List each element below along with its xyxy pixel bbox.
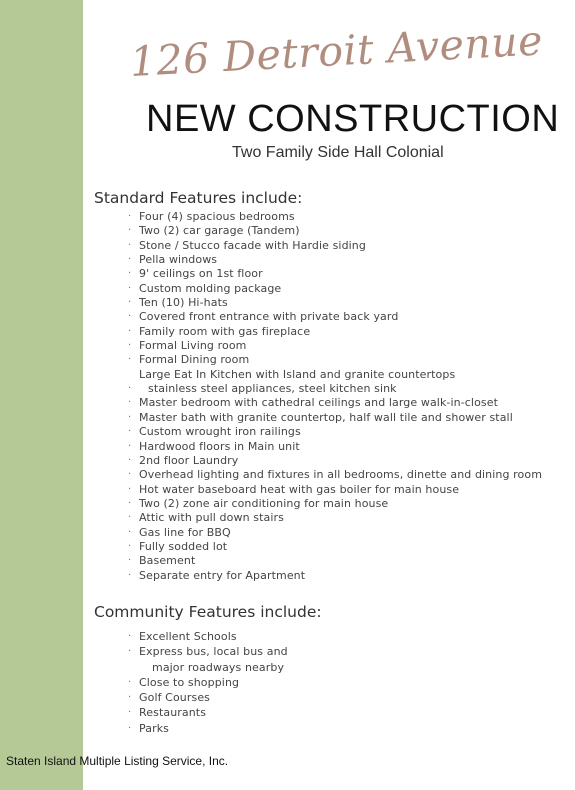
list-item: · Custom wrought iron railings — [128, 425, 301, 439]
list-item: · Close to shopping — [128, 675, 240, 689]
list-item: · Two (2) car garage (Tandem) — [128, 224, 300, 238]
bullet-icon: · — [128, 440, 132, 452]
bullet-icon: · — [128, 526, 132, 538]
list-item: · Express bus, local bus and — [128, 645, 288, 659]
bullet-icon: · — [128, 282, 132, 294]
bullet-icon: · — [128, 297, 132, 309]
bullet-icon: · — [128, 707, 132, 719]
list-item: major roadways nearby — [152, 660, 285, 674]
list-item: · Gas line for BBQ — [128, 525, 231, 539]
list-item: · Separate entry for Apartment — [128, 568, 306, 582]
script-title: 126 Detroit Avenue — [128, 16, 544, 86]
list-item: · Formal Dining room — [128, 353, 250, 367]
page-title: NEW CONSTRUCTION — [146, 98, 560, 140]
bullet-icon: · — [128, 469, 132, 481]
bullet-icon: · — [128, 411, 132, 423]
list-item: · Attic with pull down stairs — [128, 511, 284, 525]
standard-features-list — [126, 210, 542, 583]
bullet-icon: · — [128, 497, 132, 509]
bullet-icon: · — [128, 311, 132, 323]
list-item: · Overhead lighting and fixtures in all bedrooms, dinette and dining room — [128, 468, 543, 482]
bullet-icon: · — [128, 397, 132, 409]
list-item: · Custom molding package — [128, 281, 282, 295]
list-item: · Four (4) spacious bedrooms — [128, 210, 295, 223]
bullet-icon: · — [128, 569, 132, 581]
list-item: · Family room with gas fireplace — [128, 324, 311, 338]
list-item: · Master bath with granite countertop, half wall tile and shower stall — [128, 410, 513, 424]
bullet-icon: · — [128, 722, 132, 734]
bullet-icon: · — [128, 631, 132, 642]
bullet-icon: · — [128, 225, 132, 237]
footer-credit: Staten Island Multiple Listing Service, Inc. — [6, 754, 229, 768]
bullet-icon: · — [128, 254, 132, 266]
bullet-icon: · — [128, 483, 132, 495]
list-item: · Basement — [128, 554, 196, 568]
bullet-icon: · — [128, 239, 132, 251]
list-item: · Formal Living room — [128, 339, 247, 353]
list-item: · stainless steel appliances, steel kitchen sink — [128, 382, 397, 396]
bullet-icon: · — [128, 268, 132, 280]
list-item: · Ten (10) Hi-hats — [128, 296, 228, 310]
bullet-icon: · — [128, 540, 132, 552]
bullet-icon: · — [128, 646, 132, 658]
list-item: · Fully sodded lot — [128, 539, 228, 553]
green-sidebar — [0, 0, 83, 790]
bullet-icon: · — [128, 354, 132, 366]
list-item: Large Eat In Kitchen with Island and granite countertops — [139, 367, 456, 381]
list-item: · Master bedroom with cathedral ceilings and large walk-in-closet — [128, 396, 499, 410]
list-item: · Pella windows — [128, 253, 218, 267]
list-item: · Excellent Schools — [128, 630, 237, 643]
list-item: · 9' ceilings on 1st floor — [128, 267, 263, 281]
list-item: · Stone / Stucco facade with Hardie siding — [128, 238, 366, 252]
bullet-icon: · — [128, 383, 132, 395]
bullet-icon: · — [128, 340, 132, 352]
bullet-icon: · — [128, 692, 132, 704]
bullet-icon: · — [128, 211, 132, 222]
bullet-icon: · — [128, 512, 132, 524]
list-item: · Covered front entrance with private back yard — [128, 310, 399, 324]
list-item: · Two (2) zone air conditioning for main house — [128, 496, 389, 510]
list-item: · Restaurants — [128, 706, 207, 720]
standard-features-heading: Standard Features include: — [94, 189, 303, 207]
list-item: · Hot water baseboard heat with gas boiler for main house — [128, 482, 460, 496]
community-features-list — [126, 629, 288, 736]
bullet-icon: · — [128, 454, 132, 466]
list-item: · Golf Courses — [128, 691, 211, 705]
list-item: · Hardwood floors in Main unit — [128, 439, 300, 453]
list-item: · Parks — [128, 721, 170, 735]
bullet-icon: · — [128, 325, 132, 337]
community-features-heading: Community Features include: — [94, 603, 322, 621]
bullet-icon: · — [128, 676, 132, 688]
page-subtitle: Two Family Side Hall Colonial — [232, 144, 444, 161]
bullet-icon: · — [128, 555, 132, 567]
bullet-icon: · — [128, 426, 132, 438]
list-item: · 2nd floor Laundry — [128, 453, 239, 467]
